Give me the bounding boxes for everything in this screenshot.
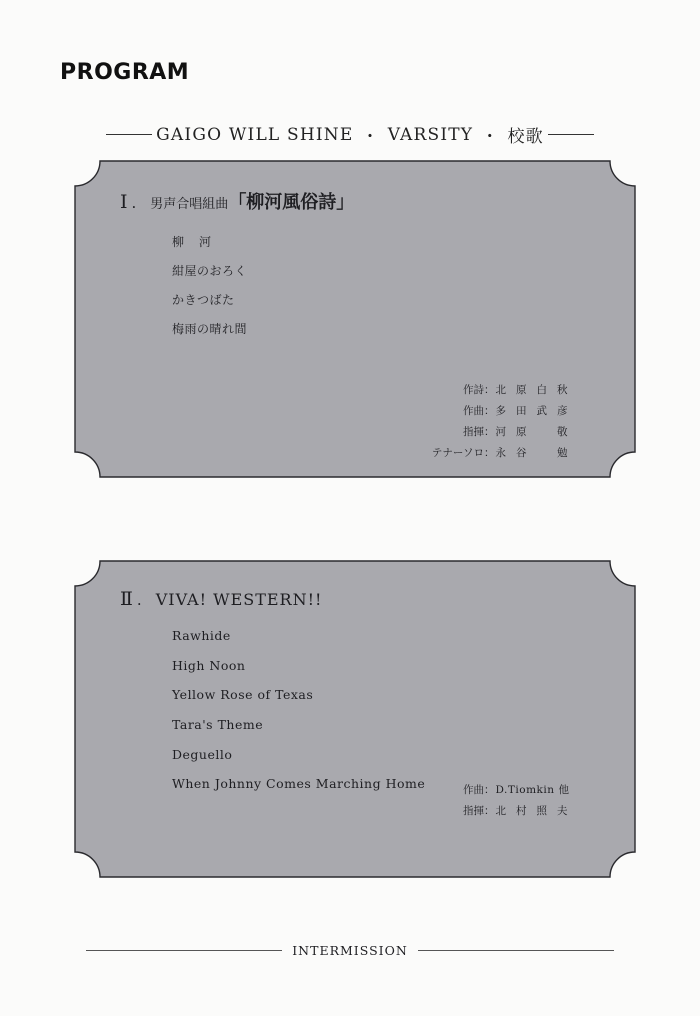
credit-name: 北原白秋 [495, 384, 578, 396]
credit-name: 北村照夫 [495, 805, 578, 817]
subtitle-separator-1: ・ [361, 127, 380, 147]
section-1-credit-tenor-solo [404, 445, 578, 460]
credit-role: 指揮 [463, 426, 484, 438]
credit-role: 作曲 [463, 784, 484, 796]
section-2-piece-2: High Noon [172, 658, 246, 673]
credit-sep: ： [484, 384, 495, 396]
credit-role: 指揮 [463, 805, 484, 817]
credit-sep: ： [484, 405, 495, 417]
section-2-piece-5: Deguello [172, 747, 233, 762]
subtitle-part-1: GAIGO WILL SHINE [156, 124, 354, 145]
section-2-panel [74, 560, 636, 878]
credit-name: 永谷 勉 [495, 447, 578, 459]
section-1-credit-lyrics [404, 382, 578, 397]
section-2-numeral: Ⅱ [120, 588, 133, 610]
subtitle-right-dash [548, 134, 594, 135]
credit-sep: ： [484, 805, 495, 817]
section-2-title [120, 588, 322, 610]
section-1-piece-2: 紺屋のおろく [172, 264, 248, 278]
credit-sep: ： [484, 784, 495, 796]
credit-sep: ： [484, 447, 495, 459]
section-1-piece-3: かきつばた [172, 293, 235, 307]
section-1-work-title: 「柳河風俗詩」 [228, 192, 355, 213]
subtitle-part-3: 校歌 [507, 127, 544, 147]
section-1-title [120, 188, 354, 214]
subtitle-separator-2: ・ [481, 127, 500, 147]
credit-name: D.Tiomkin [495, 784, 555, 796]
subtitle-left-dash [106, 134, 152, 135]
credit-role: 作詩 [463, 384, 484, 396]
program-heading: PROGRAM [60, 60, 190, 85]
credit-role: テナーソロ [431, 447, 484, 459]
section-2-piece-1: Rawhide [172, 628, 231, 643]
subtitle-part-2: VARSITY [387, 124, 474, 145]
section-2-numeral-dot: . [136, 591, 142, 609]
section-1-numeral-dot: . [131, 194, 137, 212]
section-2-piece-4: Tara's Theme [172, 717, 264, 732]
intermission-right-rule [418, 950, 614, 951]
section-2-credit-conductor [404, 803, 578, 818]
section-1-subtitle: 男声合唱組曲 [150, 197, 229, 212]
section-2-work-title: VIVA! WESTERN!! [155, 590, 323, 609]
section-1-piece-1: 柳河 [172, 235, 227, 249]
section-2-piece-3: Yellow Rose of Texas [172, 687, 314, 702]
credit-name: 多田武彦 [495, 405, 578, 417]
credit-suffix: 他 [558, 784, 570, 796]
section-2-credit-composer [404, 782, 569, 797]
section-1-panel [74, 160, 636, 478]
concert-subtitle [0, 122, 700, 147]
credit-role: 作曲 [463, 405, 484, 417]
intermission-left-rule [86, 950, 282, 951]
credit-sep: ： [484, 426, 495, 438]
section-1-credit-composer [404, 403, 578, 418]
section-1-credit-conductor [404, 424, 578, 439]
intermission-divider [0, 943, 700, 958]
credit-name: 河原 敬 [495, 426, 578, 438]
section-1-piece-4: 梅雨の晴れ間 [172, 322, 248, 336]
section-1-numeral: Ⅰ [120, 191, 128, 213]
intermission-label: INTERMISSION [292, 943, 408, 958]
section-2-piece-6: When Johnny Comes Marching Home [172, 776, 426, 791]
